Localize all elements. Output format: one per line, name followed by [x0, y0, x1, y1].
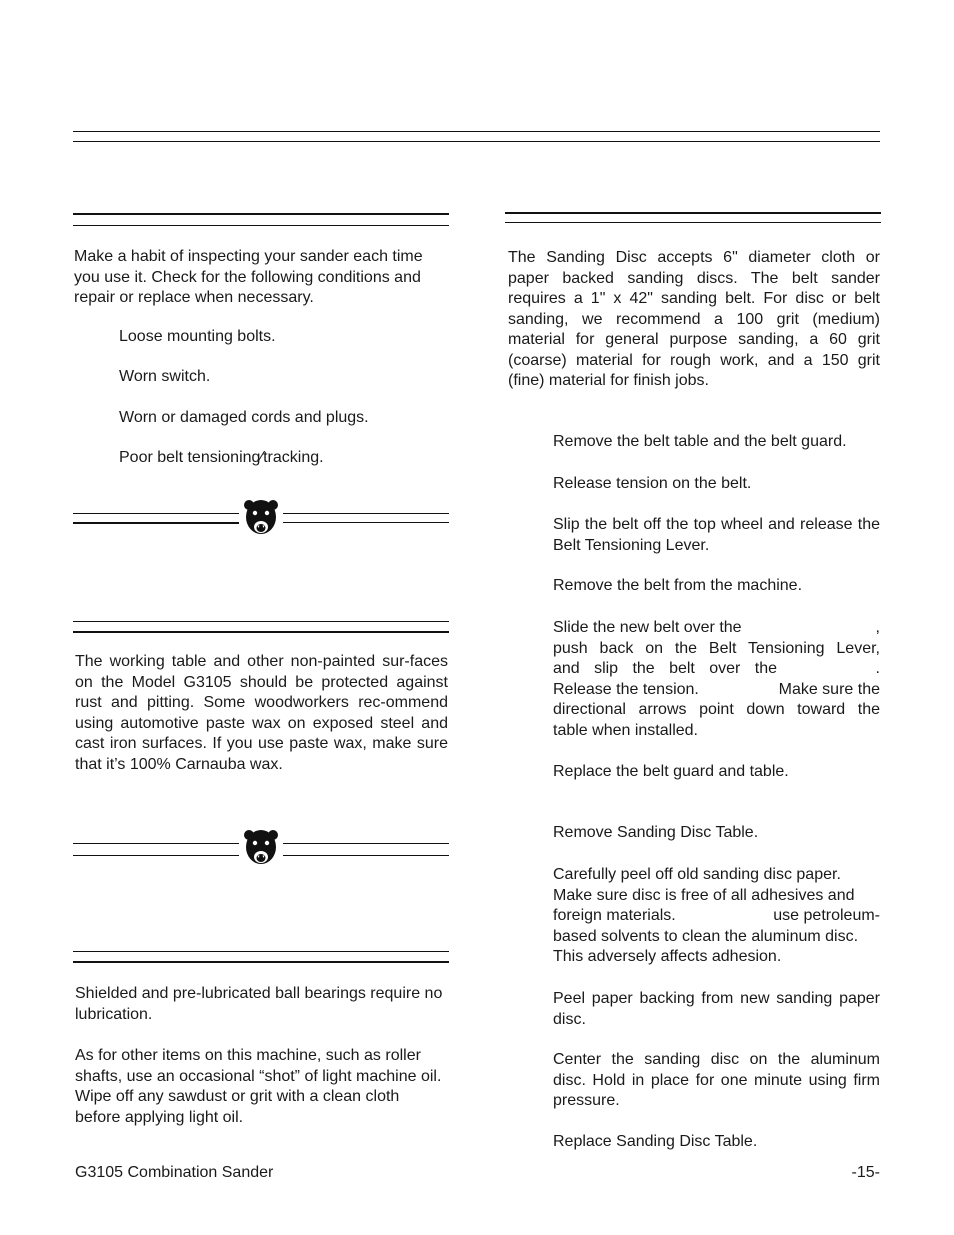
inspection-intro: Make a habit of inspecting your sander each time you use it. Check for the following conditions and repair or replace when necessary.	[74, 248, 423, 306]
list-item: Slip the belt off the top wheel and release the Belt Tensioning Lever.	[553, 516, 880, 554]
section-rule	[73, 631, 449, 633]
text-line: directional arrows point down toward the	[553, 701, 880, 718]
lubrication-p1: Shielded and pre-lubricated ball bearings require no lubrication.	[75, 985, 443, 1023]
lubrication-section	[75, 984, 448, 1128]
logo-divider-rule	[283, 522, 449, 523]
logo-divider-rule	[73, 522, 239, 524]
disc-step-5: Replace Sanding Disc Table.	[553, 1133, 758, 1150]
text-line: table when installed.	[553, 721, 698, 739]
inspection-section	[74, 247, 448, 309]
disc-step-1: Remove Sanding Disc Table.	[553, 824, 759, 841]
text-line: This adversely affects adhesion.	[553, 948, 782, 965]
section-rule	[73, 961, 449, 963]
logo-divider-rule	[283, 513, 449, 514]
logo-divider-rule	[283, 855, 449, 856]
table-care-text: The working table and other non-painted sur-faces on the Model G3105 should be protected against rust and pitting. Some woodworkers rec-ommend using automotive paste wax on exposed steel and cast iron surfaces. If you use paste wax, make sure that it’s 100% Carnauba wax.	[75, 653, 448, 773]
bear-head-icon	[242, 497, 280, 539]
logo-divider-rule	[283, 843, 449, 844]
text-fragment: ,	[875, 619, 880, 636]
header-rule-bottom	[73, 141, 880, 142]
section-rule	[73, 951, 449, 952]
bear-head-icon	[242, 827, 280, 869]
text-fragment: use petroleum-	[773, 907, 880, 924]
list-item: Worn switch.	[119, 368, 211, 385]
disc-step-4: Center the sanding disc on the aluminum disc. Hold in place for one minute using firm pressure.	[553, 1051, 880, 1109]
list-item: Loose mounting bolts.	[119, 328, 276, 345]
disc-step-2	[553, 865, 880, 968]
footer-page-number: -15-	[851, 1164, 880, 1181]
table-care-section	[75, 652, 448, 775]
text-line: push back on the Belt Tensioning Lever,	[553, 639, 880, 657]
logo-divider-rule	[73, 843, 239, 844]
logo-divider-rule	[73, 855, 239, 856]
list-item: Remove the belt from the machine.	[553, 577, 803, 594]
section-rule	[505, 222, 881, 223]
section-rule	[505, 212, 881, 214]
text-fragment: Make sure the	[778, 680, 880, 698]
footer-model: G3105 Combination Sander	[75, 1164, 274, 1181]
sanding-media-intro: The Sanding Disc accepts 6" diameter cloth or paper backed sanding discs. The belt sander requires a 1" x 42" sanding belt. For disc or belt sanding, we recommend a 100 grit (medium) material for general purpose sanding, a 60 grit (coarse) material for rough work, and a 150 grit (fine) material for finish jobs.	[508, 249, 880, 389]
header-rule-top	[73, 131, 880, 132]
text-fragment: foreign materials.	[553, 907, 676, 924]
belt-step-6: Replace the belt guard and table.	[553, 763, 789, 780]
list-item: Release tension on the belt.	[553, 475, 752, 492]
text-fragment: and slip the belt over the	[553, 660, 777, 677]
disc-step-3: Peel paper backing from new sanding paper disc.	[553, 990, 880, 1028]
lubrication-p2: As for other items on this machine, such as roller shafts, use an occasional “shot” of light machine oil. Wipe off any sawdust or grit with a clean cloth before applying light oil.	[75, 1047, 442, 1126]
text-fragment: Slide the new belt over the	[553, 619, 742, 636]
belt-step-5	[553, 618, 880, 741]
text-fragment: Release the tension.	[553, 680, 699, 698]
section-rule	[73, 213, 449, 215]
text-fragment: .	[875, 660, 880, 677]
logo-divider-rule	[73, 513, 239, 514]
text-line: based solvents to clean the aluminum disc.	[553, 927, 859, 945]
text-line: Make sure disc is free of all adhesives and	[553, 886, 855, 904]
section-rule	[73, 225, 449, 226]
list-item: Remove the belt table and the belt guard.	[553, 433, 847, 450]
list-item: Worn or damaged cords and plugs.	[119, 409, 369, 426]
text-line: Carefully peel off old sanding disc paper.	[553, 866, 841, 883]
sanding-media-section	[508, 248, 880, 392]
list-item: Poor belt tensioning⁄tracking.	[119, 449, 324, 466]
section-rule	[73, 621, 449, 622]
